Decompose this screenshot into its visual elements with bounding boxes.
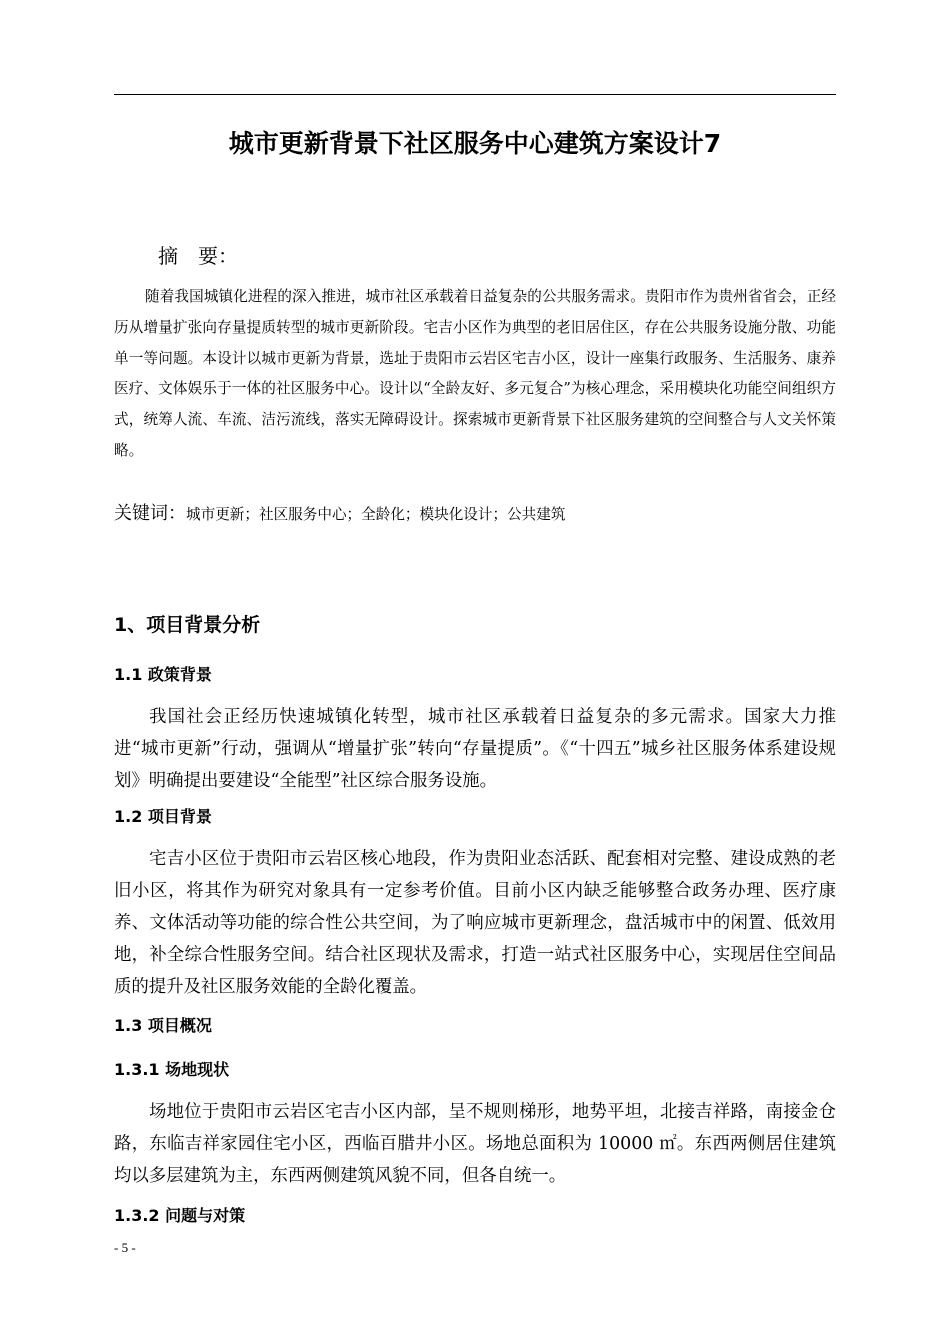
header-rule <box>114 94 836 95</box>
abstract-label-second: 要： <box>198 244 238 268</box>
keywords-line <box>114 498 836 531</box>
section-1-heading: 1、项目背景分析 <box>114 614 261 636</box>
section-1-3-heading: 1.3 项目概况 <box>114 1016 212 1035</box>
section-1-3-1-body: 场地位于贵阳市云岩区宅吉小区内部，呈不规则梯形，地势平坦，北接吉祥路，南接金仓路，东临吉祥家园住宅小区，西临百腊井小区。场地总面积为 10000 ㎡。东西两侧居住建筑均以多层建筑为主，东西两侧建筑风貌不同，但各自统一。 <box>114 1102 836 1186</box>
abstract-body: 随着我国城镇化进程的深入推进，城市社区承载着日益复杂的公共服务需求。贵阳市作为贵州省省会，正经历从增量扩张向存量提质转型的城市更新阶段。宅吉小区作为典型的老旧居住区，存在公共服务设施分散、功能单一等问题。本设计以城市更新为背景，选址于贵阳市云岩区宅吉小区，设计一座集行政服务、生活服务、康养医疗、文体娱乐于一体的社区服务中心。设计以“全龄友好、多元复合”为核心理念，采用模块化功能空间组织方式，统筹人流、车流、洁污流线，落实无障碍设计。探索城市更新背景下社区服务建筑的空间整合与人文关怀策略。 <box>114 288 836 459</box>
keywords-text: 城市更新；社区服务中心；全龄化；模块化设计；公共建筑 <box>186 506 566 523</box>
abstract-label <box>158 240 238 272</box>
page-number: - 5 - <box>114 1240 136 1255</box>
section-1-2-heading: 1.2 项目背景 <box>114 807 212 826</box>
section-1-1-heading: 1.1 政策背景 <box>114 665 212 684</box>
section-1-3-1-heading: 1.3.1 场地现状 <box>114 1060 230 1079</box>
section-1-3-2-heading: 1.3.2 问题与对策 <box>114 1206 246 1225</box>
keywords-label: 关键词： <box>114 503 186 524</box>
document-title: 城市更新背景下社区服务中心建筑方案设计7 <box>228 129 722 158</box>
section-1-1-body: 我国社会正经历快速城镇化转型，城市社区承载着日益复杂的多元需求。国家大力推进“城市更新”行动，强调从“增量扩张”转向“存量提质”。《“十四五”城乡社区服务体系建设规划》明确提出要建设“全能型”社区综合服务设施。 <box>114 707 836 791</box>
abstract-label-first: 摘 <box>158 244 178 268</box>
section-1-2-body: 宅吉小区位于贵阳市云岩区核心地段，作为贵阳业态活跃、配套相对完整、建设成熟的老旧小区，将其作为研究对象具有一定参考价值。目前小区内缺乏能够整合政务办理、医疗康养、文体活动等功能的综合性公共空间，为了响应城市更新理念，盘活城市中的闲置、低效用地，补全综合性服务空间。结合社区现状及需求，打造一站式社区服务中心，实现居住空间品质的提升及社区服务效能的全龄化覆盖。 <box>114 849 836 997</box>
